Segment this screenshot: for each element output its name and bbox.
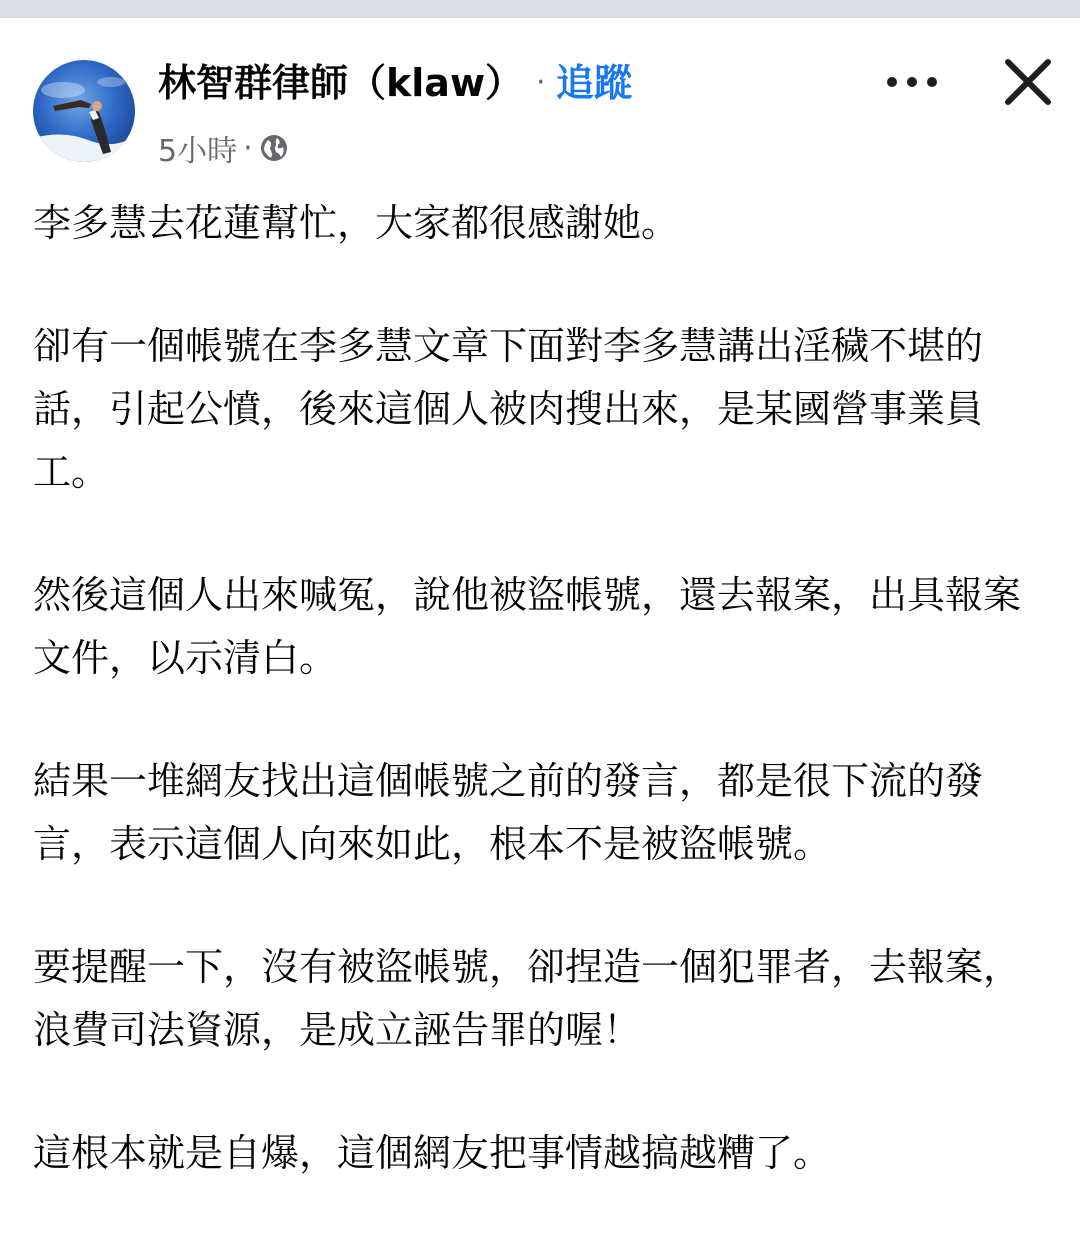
post-paragraph: 這根本就是自爆，這個網友把事情越搞越糟了。 [33, 1131, 832, 1175]
top-divider-bar [0, 0, 1080, 26]
post-paragraph: 要提醒一下，沒有被盜帳號，卻捏造一個犯罪者，去報案，浪費司法資源，是成立誣告罪的喔！ [33, 945, 1022, 1052]
author-avatar[interactable] [33, 60, 135, 162]
follow-button[interactable]: 追蹤 [556, 61, 633, 105]
globe-icon[interactable] [259, 133, 289, 163]
name-follow-separator: · [536, 65, 546, 100]
post-paragraph: 卻有一個帳號在李多慧文章下面對李多慧講出淫穢不堪的話，引起公憤，後來這個人被肉搜出來，是某國營事業員工。 [33, 324, 984, 494]
post-paragraph: 結果一堆網友找出這個帳號之前的發言，都是很下流的發言，表示這個人向來如此，根本不是被盜帳號。 [33, 759, 984, 866]
post-body [33, 192, 1043, 1245]
meta-separator: · [243, 130, 253, 166]
more-horizontal-icon [880, 62, 944, 102]
post-meta [158, 128, 289, 168]
post-paragraph: 然後這個人出來喊冤，說他被盜帳號，還去報案，出具報案文件，以示清白。 [33, 573, 1022, 680]
author-name[interactable]: 林智群律師（klaw） [158, 61, 524, 105]
avatar-image [33, 60, 135, 162]
post-timestamp[interactable]: 5小時 [158, 134, 238, 169]
close-icon [1000, 54, 1056, 110]
post-header [0, 26, 1080, 176]
close-button[interactable] [1000, 54, 1056, 110]
post-paragraph: 李多慧去花蓮幫忙，大家都很感謝她。 [33, 201, 680, 245]
more-options-button[interactable] [880, 62, 944, 102]
